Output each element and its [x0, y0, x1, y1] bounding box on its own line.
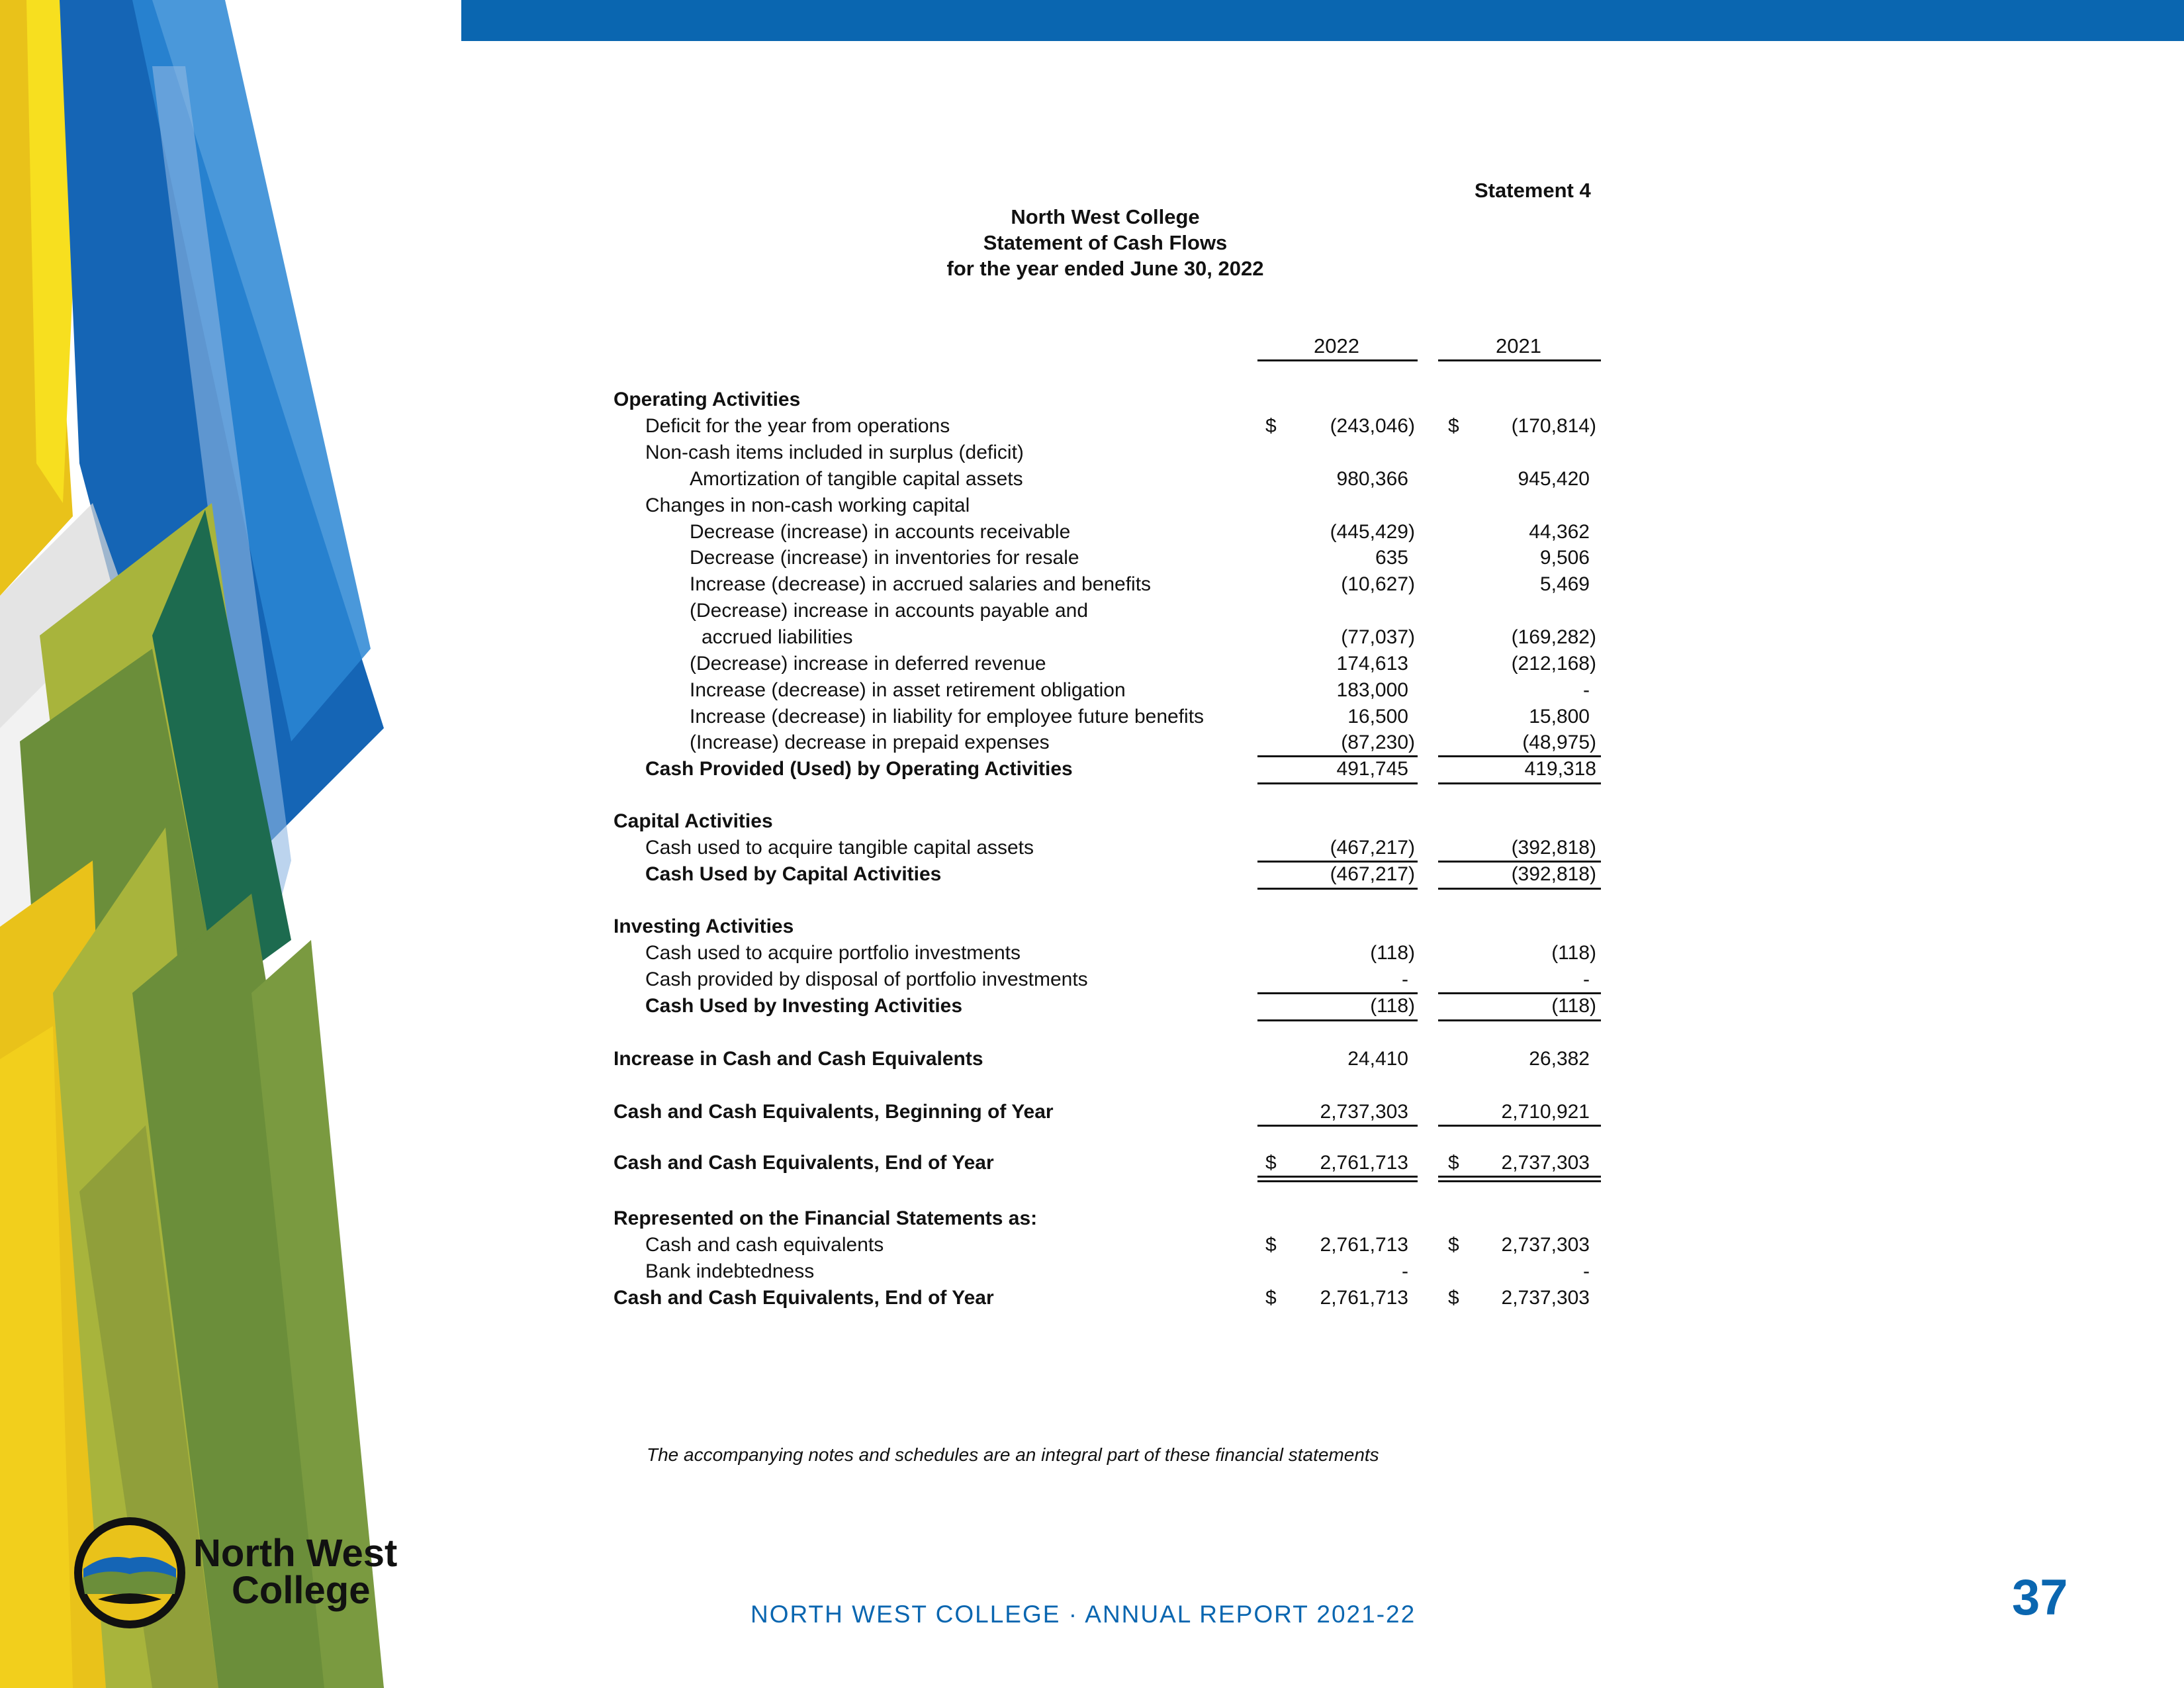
value-2021: (392,818) [1511, 863, 1596, 885]
value-2022: - [1402, 1260, 1408, 1282]
footer-report-title: NORTH WEST COLLEGE · ANNUAL REPORT 2021-22 [751, 1601, 1416, 1628]
total-rule [1438, 1176, 1601, 1178]
row-label: accrued liabilities [702, 626, 853, 648]
row-label: Cash provided by disposal of portfolio investments [645, 968, 1088, 990]
row-label: Increase (decrease) in asset retirement obligation [690, 679, 1126, 701]
total-rule [1257, 888, 1418, 890]
row-label: Cash used to acquire portfolio investments [645, 942, 1021, 964]
value-2021: (118) [1551, 942, 1596, 964]
value-2022: (445,429) [1330, 521, 1415, 543]
section-heading: Investing Activities [614, 915, 794, 937]
value-2022: (10,627) [1341, 573, 1415, 595]
subtotal-rule [1438, 1125, 1601, 1127]
currency-symbol: $ [1265, 1234, 1277, 1256]
value-2022: (118) [1370, 995, 1415, 1017]
row-label: Increase (decrease) in liability for employee future benefits [690, 706, 1205, 727]
row-label: Decrease (increase) in accounts receivable [690, 521, 1071, 543]
value-2022: 2,761,713 [1320, 1152, 1408, 1174]
currency-symbol: $ [1448, 1152, 1459, 1174]
section-heading: Represented on the Financial Statements as: [614, 1207, 1038, 1229]
value-2021: 2,737,303 [1501, 1152, 1590, 1174]
value-2021: 945,420 [1518, 468, 1590, 490]
row-label: Decrease (increase) in inventories for resale [690, 547, 1079, 569]
footnote: The accompanying notes and schedules are an integral part of these financial statements [647, 1444, 1379, 1465]
row-label: (Increase) decrease in prepaid expenses [690, 731, 1050, 753]
year-rule [1257, 359, 1418, 361]
total-rule [1438, 1019, 1601, 1021]
summary-label: Increase in Cash and Cash Equivalents [614, 1048, 983, 1070]
row-label: (Decrease) increase in deferred revenue [690, 653, 1046, 675]
subtotal-rule [1438, 861, 1601, 863]
total-rule [1257, 782, 1418, 784]
value-2022: (467,217) [1330, 863, 1415, 885]
value-2021: 26,382 [1529, 1048, 1590, 1070]
value-2021: 2,710,921 [1501, 1101, 1590, 1123]
value-2022: (118) [1370, 942, 1415, 964]
value-2021: (48,975) [1522, 731, 1596, 753]
summary-label: Cash and Cash Equivalents, End of Year [614, 1152, 994, 1174]
value-2022: 980,366 [1336, 468, 1408, 490]
value-2021: (392,818) [1511, 837, 1596, 859]
subtotal-label: Cash Used by Investing Activities [645, 995, 963, 1017]
value-2021: - [1583, 968, 1590, 990]
summary-label: Cash and Cash Equivalents, End of Year [614, 1287, 994, 1309]
year-rule [1438, 359, 1601, 361]
value-2021: 44,362 [1529, 521, 1590, 543]
value-2021: (170,814) [1511, 415, 1596, 437]
decorative-stripes [0, 0, 463, 1688]
row-label: Cash and cash equivalents [645, 1234, 884, 1256]
value-2022: 2,761,713 [1320, 1287, 1408, 1309]
value-2021: 5,469 [1539, 573, 1590, 595]
value-2022: 174,613 [1336, 653, 1408, 675]
value-2021: 15,800 [1529, 706, 1590, 727]
row-label: Amortization of tangible capital assets [690, 468, 1023, 490]
value-2021: (169,282) [1511, 626, 1596, 648]
total-rule [1257, 1180, 1418, 1182]
summary-label: Cash and Cash Equivalents, Beginning of Year [614, 1101, 1054, 1123]
logo-text-line2: College [232, 1569, 371, 1612]
total-rule [1438, 782, 1601, 784]
subtotal-rule [1257, 755, 1418, 757]
value-2022: 183,000 [1336, 679, 1408, 701]
row-label: Cash used to acquire tangible capital assets [645, 837, 1034, 859]
currency-symbol: $ [1448, 1287, 1459, 1309]
value-2021: 2,737,303 [1501, 1234, 1590, 1256]
value-2021: (118) [1551, 995, 1596, 1017]
logo-text-line1: North West [193, 1532, 398, 1575]
subtotal-rule [1257, 1125, 1418, 1127]
value-2021: 9,506 [1539, 547, 1590, 569]
total-rule [1257, 1019, 1418, 1021]
currency-symbol: $ [1265, 1287, 1277, 1309]
value-2022: (77,037) [1341, 626, 1415, 648]
total-rule [1438, 888, 1601, 890]
section-heading: Operating Activities [614, 389, 801, 410]
currency-symbol: $ [1265, 1152, 1277, 1174]
currency-symbol: $ [1265, 415, 1277, 437]
page-number: 37 [2012, 1570, 2068, 1626]
total-rule [1257, 1176, 1418, 1178]
statement-period: for the year ended June 30, 2022 [946, 257, 1264, 280]
value-2022: - [1402, 968, 1408, 990]
value-2022: 2,737,303 [1320, 1101, 1408, 1123]
section-heading: Capital Activities [614, 810, 773, 832]
subtotal-rule [1257, 992, 1418, 994]
currency-symbol: $ [1448, 1234, 1459, 1256]
value-2022: (87,230) [1341, 731, 1415, 753]
subtotal-label: Cash Used by Capital Activities [645, 863, 942, 885]
year-header-2022: 2022 [1314, 334, 1359, 357]
row-label: Deficit for the year from operations [645, 415, 950, 437]
value-2021: - [1583, 679, 1590, 701]
value-2022: 635 [1375, 547, 1408, 569]
statement-title: Statement of Cash Flows [983, 231, 1228, 254]
value-2022: 16,500 [1347, 706, 1408, 727]
subtotal-rule [1438, 755, 1601, 757]
value-2022: 491,745 [1336, 758, 1408, 780]
row-label: Bank indebtedness [645, 1260, 815, 1282]
total-rule [1438, 1180, 1601, 1182]
row-label: (Decrease) increase in accounts payable and [690, 600, 1089, 622]
subtotal-rule [1438, 992, 1601, 994]
currency-symbol: $ [1448, 415, 1459, 437]
value-2021: (212,168) [1511, 653, 1596, 675]
value-2022: (243,046) [1330, 415, 1415, 437]
top-accent-bar [461, 0, 2184, 41]
value-2022: (467,217) [1330, 837, 1415, 859]
value-2022: 24,410 [1347, 1048, 1408, 1070]
subtotal-rule [1257, 861, 1418, 863]
org-name: North West College [1011, 205, 1200, 228]
logo-emblem-icon [71, 1515, 188, 1631]
year-header-2021: 2021 [1496, 334, 1541, 357]
value-2021: 2,737,303 [1501, 1287, 1590, 1309]
row-label: Increase (decrease) in accrued salaries and benefits [690, 573, 1152, 595]
value-2022: 2,761,713 [1320, 1234, 1408, 1256]
row-label: Changes in non-cash working capital [645, 494, 970, 516]
subtotal-label: Cash Provided (Used) by Operating Activities [645, 758, 1073, 780]
value-2021: 419,318 [1524, 758, 1596, 780]
statement-number: Statement 4 [1475, 179, 1591, 202]
value-2021: - [1583, 1260, 1590, 1282]
row-label: Non-cash items included in surplus (deficit) [645, 442, 1024, 463]
